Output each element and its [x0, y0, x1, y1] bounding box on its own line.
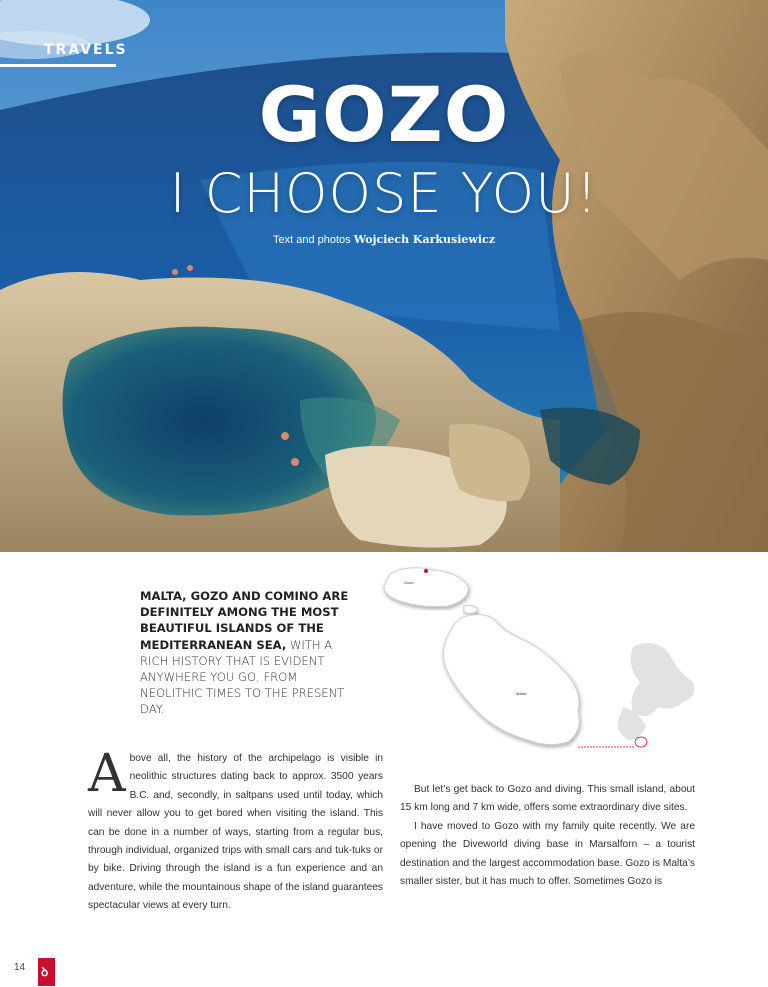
article-subtitle: I CHOOSE YOU! — [169, 162, 599, 225]
gozo-island — [384, 568, 468, 607]
intro-bold: MALTA, GOZO AND COMINO ARE DEFINITELY AMONG THE MOST BEAUTIFUL ISLANDS OF THE MEDITERRANEAN SEA, — [140, 589, 349, 652]
drop-cap: A — [88, 744, 126, 804]
intro-light: WITH A RICH HISTORY THAT IS EVIDENT ANYWHERE YOU GO, FROM NEOLITHIC TIMES TO THE PRESENT DAY. — [140, 637, 345, 717]
magazine-logo: ꝺ — [38, 958, 55, 986]
map-marker — [424, 569, 428, 573]
body-paragraph: bove all, the history of the archipelago is visible in neolithic structures dating back to approx. 3500 years B.C. and, secondly, in saltpans used until today, which will never allow you to get bored when visiting the island. This can be done in a number of ways, starting from a regular bus, through individual, organized trips with small cars and tuk-tuks or by bike. Driving through the island is a fun experience and an adventure, while the mountainous shape of the island guarantees spectacular views at every turn. — [88, 753, 383, 912]
article-credit — [0, 233, 768, 246]
section-label: TRAVELS — [44, 42, 128, 58]
section-rule — [0, 64, 116, 67]
malta-island — [443, 615, 579, 745]
body-column-1 — [88, 744, 383, 916]
body-paragraph: I have moved to Gozo with my family quite recently. We are opening the Diveworld diving base in Marsalforn – a tourist destination and the largest accommodation base. Gozo is Malta’s smaller sister, but it has much to offer. Sometimes Gozo is — [400, 820, 695, 888]
map-label-gozo: Gozo — [404, 580, 414, 585]
page-number: 14 — [14, 962, 26, 973]
intro-lead — [140, 588, 350, 718]
malta-map — [378, 562, 708, 762]
body-column-2 — [400, 781, 695, 891]
article-title: GOZO — [258, 70, 510, 159]
credit-prefix: Text and photos — [273, 234, 351, 246]
body-paragraph: But let’s get back to Gozo and diving. This small island, about 15 km long and 7 km wide, offers some extraordinary dive sites. — [400, 784, 695, 814]
author-name: Wojciech Karkusiewicz — [353, 233, 495, 246]
map-locator-circle — [635, 737, 647, 747]
map-label-malta: Malta — [516, 691, 526, 696]
